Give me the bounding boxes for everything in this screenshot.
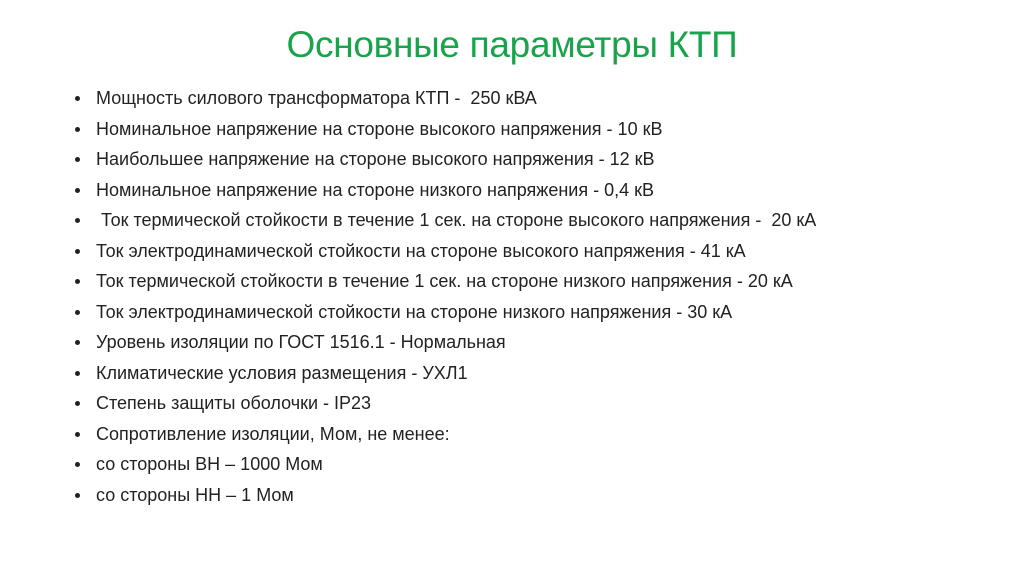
bullet-text: Наибольшее напряжение на стороне высокого напряжения - 12 кВ bbox=[96, 149, 655, 169]
list-item bbox=[72, 210, 952, 230]
list-item bbox=[72, 363, 952, 383]
bullet-text: Сопротивление изоляции, Мом, не менее: bbox=[96, 423, 450, 444]
bullet-text: Ток термической стойкости в течение 1 сек. на стороне высокого напряжения - 20 кА bbox=[96, 210, 817, 230]
bullet-text: Ток электродинамической стойкости на стороне высокого напряжения - 41 кА bbox=[96, 240, 746, 261]
bullet-icon bbox=[75, 127, 80, 132]
list-item bbox=[72, 119, 952, 139]
bullet-text: Ток электродинамической стойкости на стороне низкого напряжения - 30 кА bbox=[96, 301, 733, 322]
bullet-text: Климатические условия размещения - УХЛ1 bbox=[96, 362, 468, 383]
bullet-icon bbox=[75, 462, 80, 467]
bullet-icon bbox=[75, 340, 80, 345]
list-item bbox=[72, 485, 952, 505]
bullet-icon bbox=[75, 401, 80, 406]
bullet-text: Номинальное напряжение на стороне низкого напряжения - 0,4 кВ bbox=[96, 179, 654, 200]
list-item bbox=[72, 393, 952, 413]
bullet-icon bbox=[75, 432, 80, 437]
list-item bbox=[72, 424, 952, 444]
list-item bbox=[72, 149, 952, 169]
list-item bbox=[72, 241, 952, 261]
bullet-icon bbox=[75, 279, 80, 284]
list-item bbox=[72, 454, 952, 474]
bullet-icon bbox=[75, 493, 80, 498]
bullet-icon bbox=[75, 371, 80, 376]
list-item bbox=[72, 302, 952, 322]
bullet-icon bbox=[75, 96, 80, 101]
bullet-text: Ток термической стойкости в течение 1 сек. на стороне низкого напряжения - 20 кА bbox=[96, 271, 793, 291]
bullet-icon bbox=[75, 310, 80, 315]
bullet-icon bbox=[75, 188, 80, 193]
bullet-text: со стороны ВН – 1000 Мом bbox=[96, 454, 323, 474]
slide-title: Основные параметры КТП bbox=[286, 24, 738, 65]
bullet-text: Номинальное напряжение на стороне высокого напряжения - 10 кВ bbox=[96, 118, 663, 139]
bullet-icon bbox=[75, 218, 80, 223]
list-item bbox=[72, 180, 952, 200]
bullet-text: Мощность силового трансформатора КТП - 250 кВА bbox=[96, 88, 537, 108]
bullet-text: Уровень изоляции по ГОСТ 1516.1 - Нормальная bbox=[96, 332, 506, 352]
list-item bbox=[72, 271, 952, 291]
bullet-text: со стороны НН – 1 Мом bbox=[96, 484, 294, 505]
list-item bbox=[72, 88, 952, 108]
bullet-text: Степень защиты оболочки - IP23 bbox=[96, 393, 372, 413]
bullet-icon bbox=[75, 249, 80, 254]
bullet-list bbox=[72, 88, 952, 515]
list-item bbox=[72, 332, 952, 352]
bullet-icon bbox=[75, 157, 80, 162]
